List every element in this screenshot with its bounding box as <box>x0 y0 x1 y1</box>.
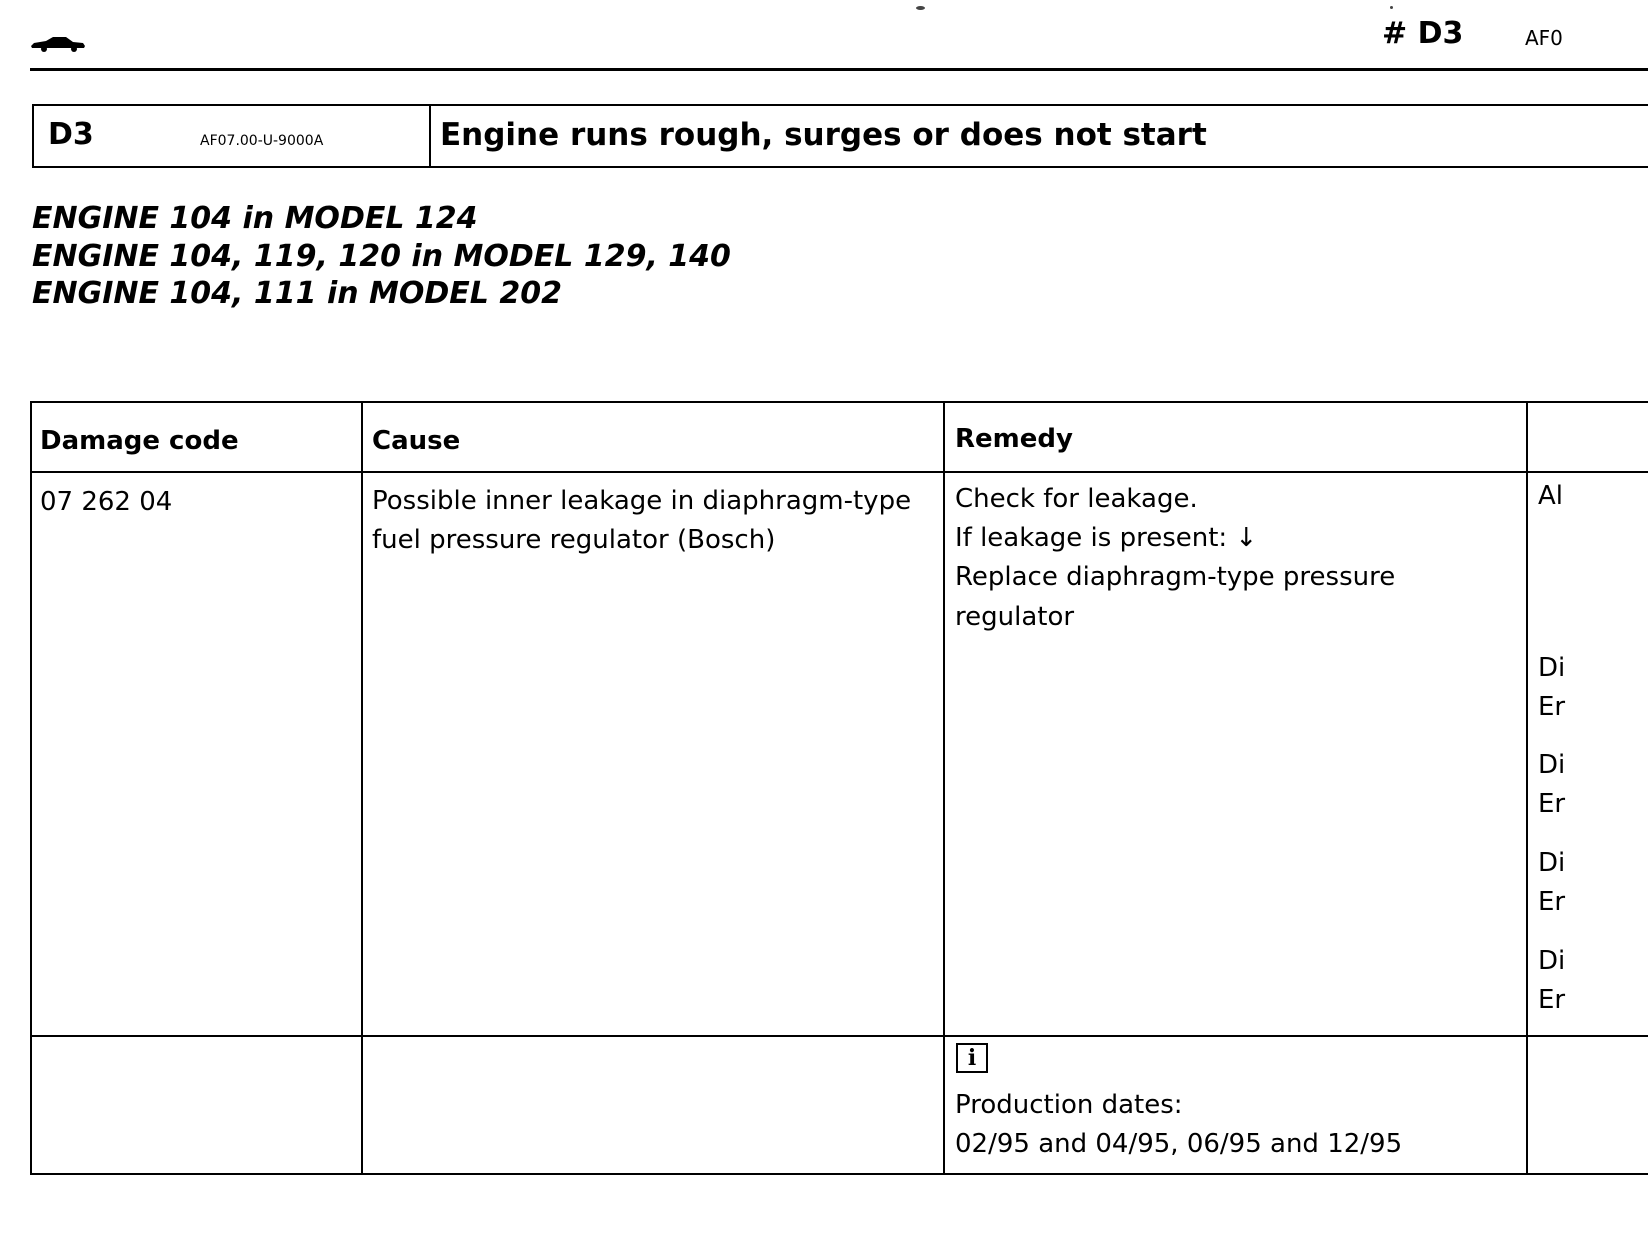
scan-speck <box>916 6 925 10</box>
applicability-line: ENGINE 104, 119, 120 in MODEL 129, 140 <box>32 239 731 274</box>
remedy-line: Check for leakage. <box>955 484 1198 514</box>
cut-off-cell-text: Al <box>1538 481 1564 511</box>
table-header-rule <box>30 471 1648 473</box>
cut-off-cell-text: Di <box>1538 946 1566 976</box>
damage-code-cell: 07 262 04 <box>40 487 173 517</box>
title-reference: AF07.00-U-9000A <box>200 133 324 149</box>
cause-line: fuel pressure regulator (Bosch) <box>372 525 776 555</box>
cut-off-cell-text: Er <box>1538 692 1566 722</box>
cut-off-cell-text: Er <box>1538 985 1566 1015</box>
car-icon <box>30 34 86 56</box>
remedy-line: Replace diaphragm-type pressure <box>955 562 1396 592</box>
info-note-line: 02/95 and 04/95, 06/95 and 12/95 <box>955 1129 1403 1159</box>
cut-off-cell-text: Di <box>1538 750 1566 780</box>
column-header-damage-code: Damage code <box>40 426 239 456</box>
cut-off-cell-text: Di <box>1538 848 1566 878</box>
table-border-left <box>30 401 32 1175</box>
title-divider <box>429 104 431 168</box>
cut-off-cell-text: Di <box>1538 653 1566 683</box>
cause-line: Possible inner leakage in diaphragm-type <box>372 486 912 516</box>
scan-speck <box>1390 6 1393 9</box>
cut-off-cell-text: Er <box>1538 789 1566 819</box>
applicability-line: ENGINE 104 in MODEL 124 <box>32 201 478 236</box>
page-title: Engine runs rough, surges or does not start <box>440 117 1207 153</box>
document-reference-cut: AF0 <box>1525 26 1563 50</box>
column-divider <box>943 401 945 1175</box>
column-divider <box>361 401 363 1175</box>
column-divider <box>1526 401 1528 1175</box>
applicability-line: ENGINE 104, 111 in MODEL 202 <box>32 276 562 311</box>
table-border-bottom <box>30 1173 1648 1175</box>
table-border-top <box>30 401 1648 403</box>
info-note-line: Production dates: <box>955 1090 1183 1120</box>
info-icon: i <box>956 1043 988 1073</box>
remedy-line: If leakage is present: ↓ <box>955 523 1258 553</box>
page-code: # D3 <box>1382 16 1464 51</box>
table-row-rule <box>30 1035 1648 1037</box>
column-header-remedy: Remedy <box>955 424 1073 454</box>
remedy-line: regulator <box>955 602 1075 632</box>
header-rule <box>30 68 1648 71</box>
column-header-cause: Cause <box>372 426 461 456</box>
title-code: D3 <box>48 117 94 152</box>
cut-off-cell-text: Er <box>1538 887 1566 917</box>
